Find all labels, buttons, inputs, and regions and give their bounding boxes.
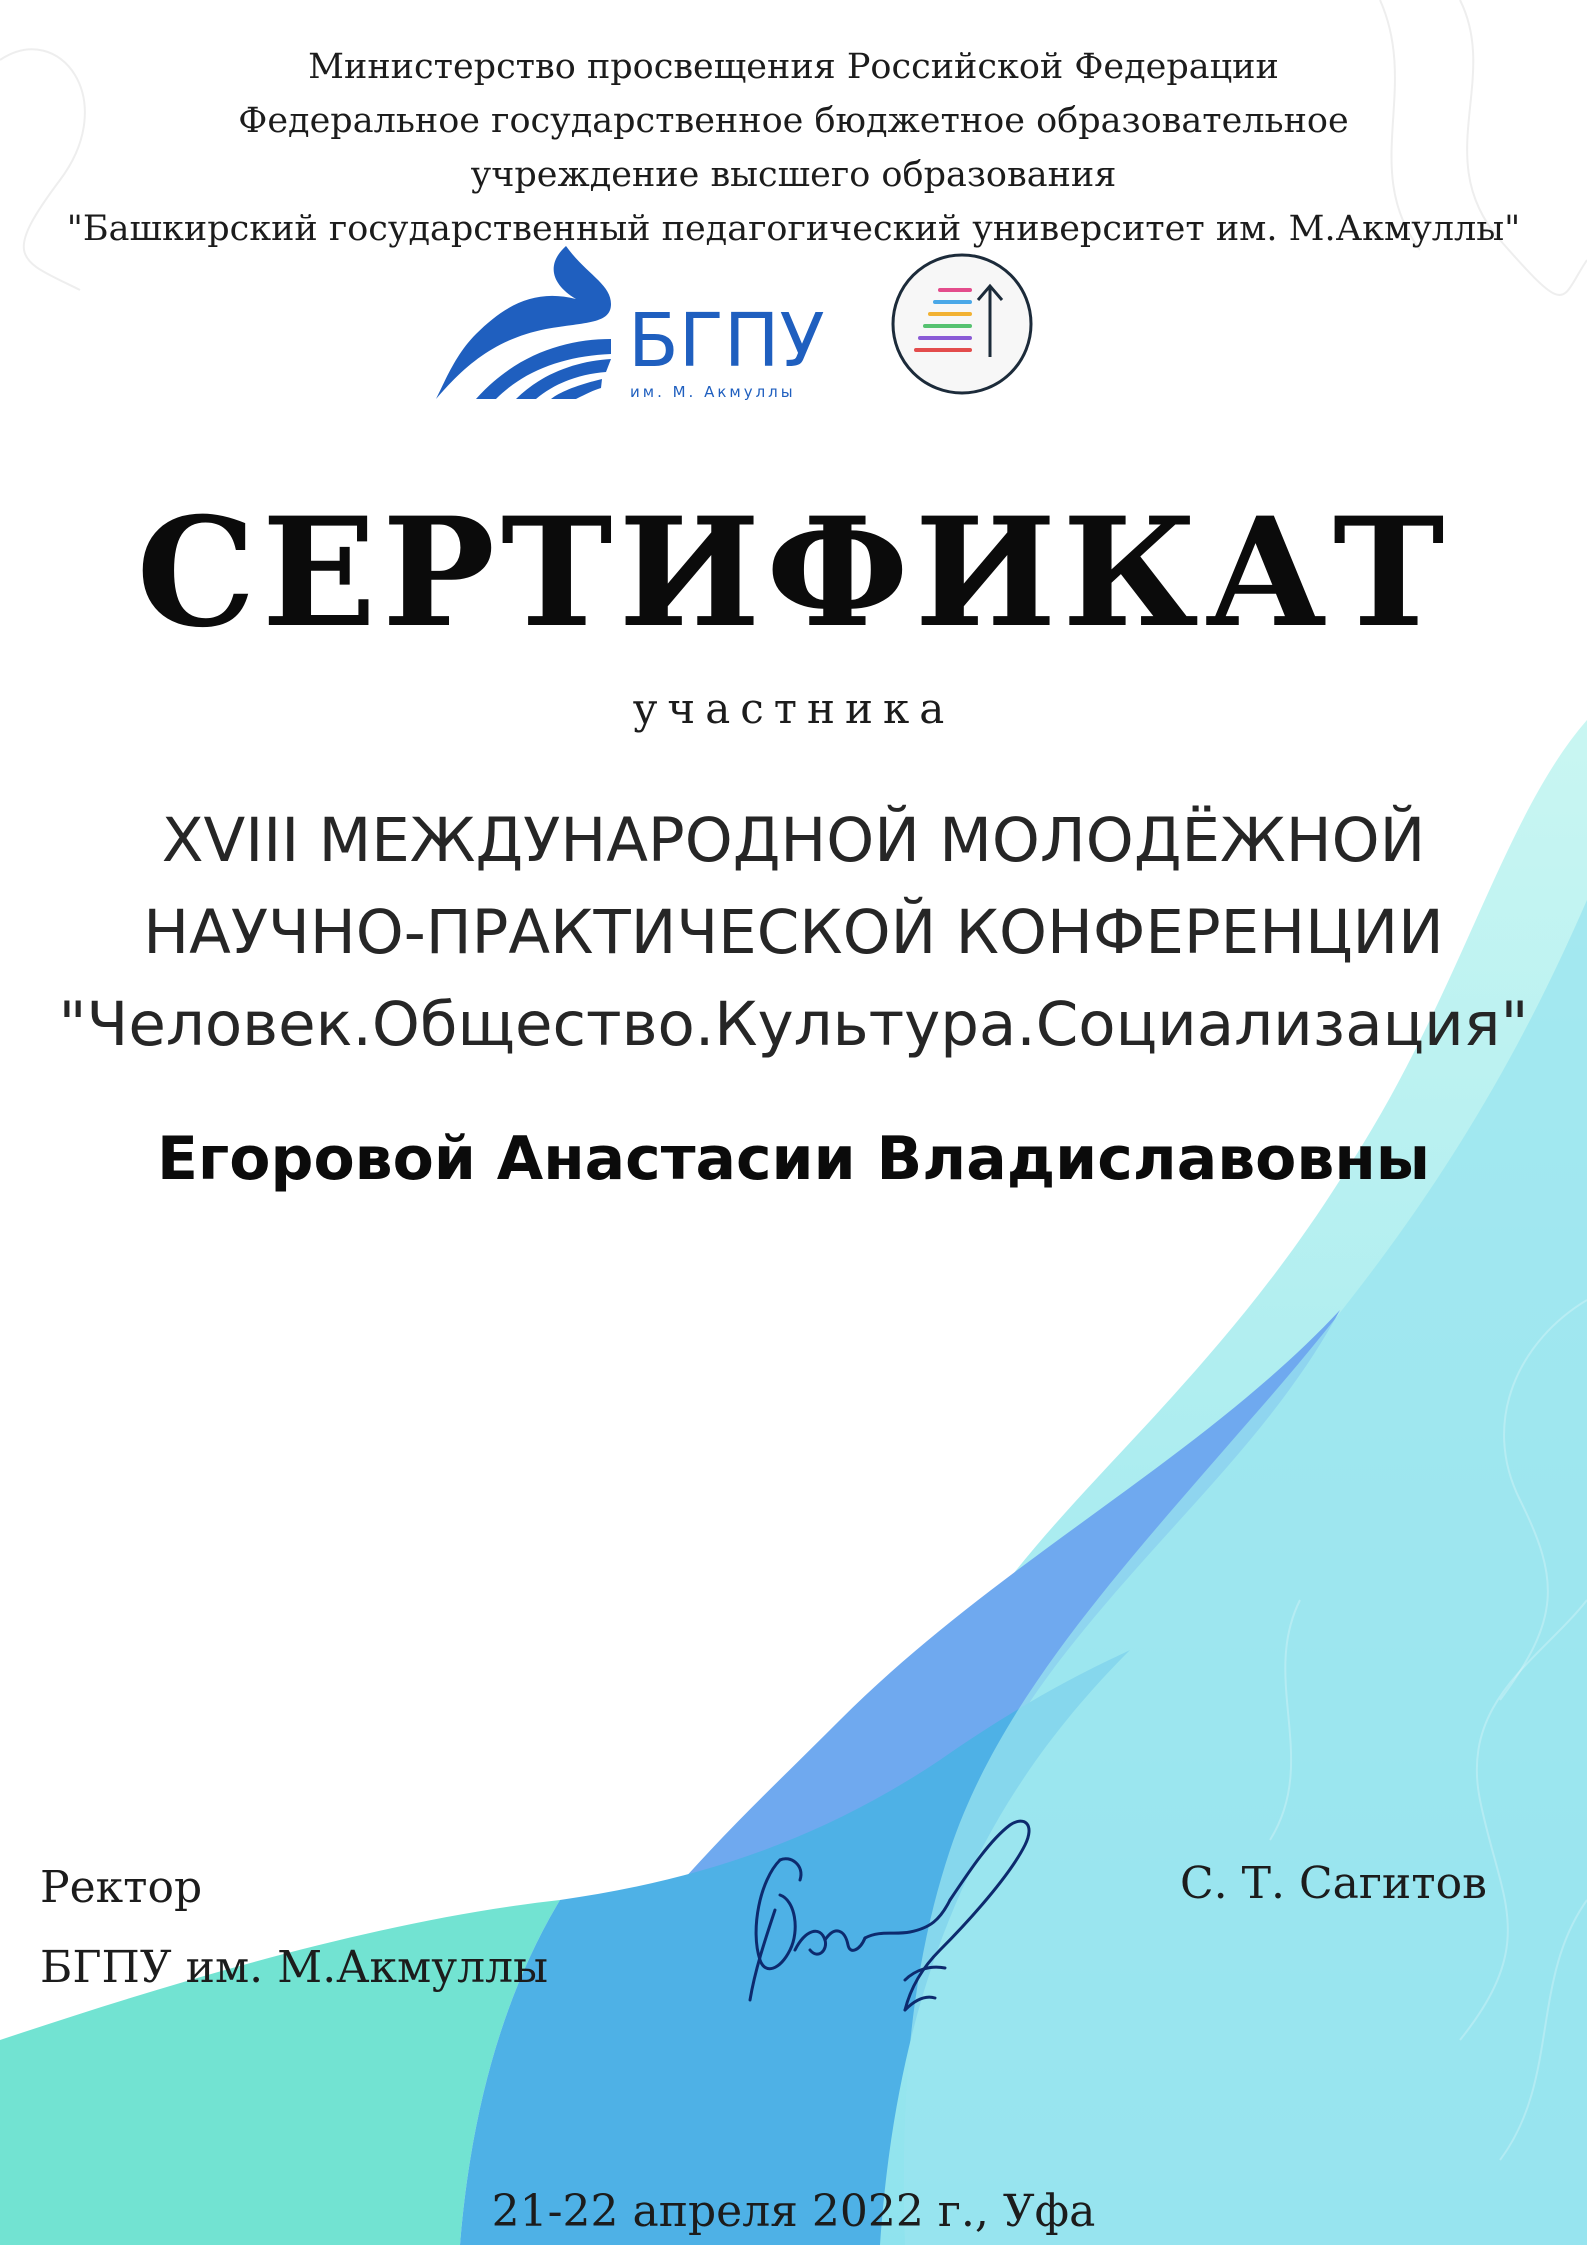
bgpu-logo [436,244,846,404]
rector-title-line-2: БГПУ им. М.Акмуллы [40,1942,549,1993]
header-line-3: учреждение высшего образования [470,155,1117,195]
conference-line-2: НАУЧНО-ПРАКТИЧЕСКОЙ КОНФЕРЕНЦИИ [143,897,1444,968]
certificate-title: СЕРТИФИКАТ [136,485,1451,661]
header-line-2: Федеральное государственное бюджетное образовательное [238,101,1349,141]
rector-title-line-1: Ректор [40,1862,203,1913]
conference-logo [890,252,1034,396]
conference-line-3: "Человек.Общество.Культура.Социализация" [58,989,1529,1060]
conference-line-1: XVIII МЕЖДУНАРОДНОЙ МОЛОДЁЖНОЙ [161,805,1426,876]
conference-title [0,795,1587,1071]
rector-title [40,1848,548,2008]
recipient-name: Егоровой Анастасии Владиславовны [156,1124,1431,1194]
ministry-header [0,40,1587,256]
rector-name: С. Т. Сагитов [1180,1858,1487,1909]
certificate-subtitle: участника [632,684,955,733]
header-line-4: "Башкирский государственный педагогический университет им. М.Акмуллы" [66,209,1521,249]
bgpu-logo-text: БГПУ [628,298,825,384]
rector-signature [720,1800,1060,2040]
bgpu-logo-subtext: им. М. Акмуллы [630,383,796,401]
header-line-1: Министерство просвещения Российской Федерации [308,47,1279,87]
date-place: 21-22 апреля 2022 г., Уфа [491,2186,1096,2237]
